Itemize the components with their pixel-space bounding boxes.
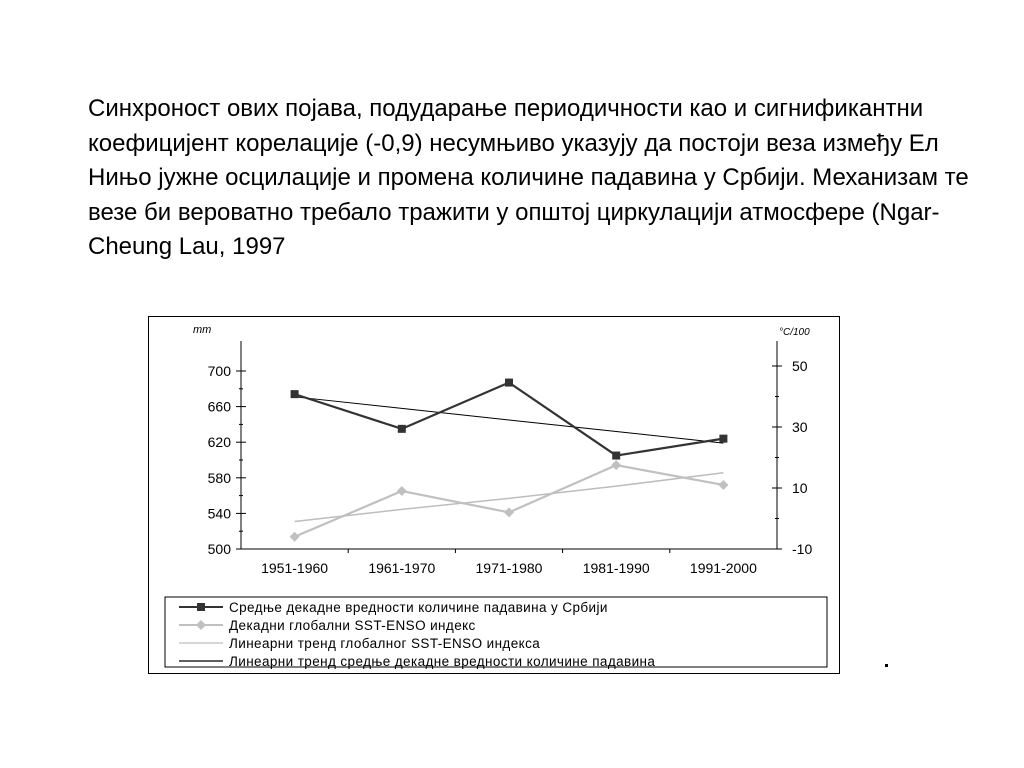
enso-point bbox=[718, 480, 728, 490]
rainfall-point bbox=[505, 379, 513, 387]
chart-container bbox=[148, 316, 840, 674]
x-tick-label: 1981-1990 bbox=[582, 560, 650, 576]
x-tick-label: 1991-2000 bbox=[689, 560, 757, 576]
enso-point bbox=[611, 460, 621, 470]
left-tick-label: 580 bbox=[207, 469, 231, 486]
rainfall-point bbox=[291, 390, 299, 398]
left-axis-unit-label: mm bbox=[193, 324, 212, 336]
enso-point bbox=[504, 507, 514, 517]
legend-label: Средње декадне вредности количине падавина у Србији bbox=[229, 600, 608, 615]
right-tick-label: 50 bbox=[792, 358, 808, 374]
rainfall-enso-chart bbox=[149, 317, 839, 673]
left-tick-label: 540 bbox=[207, 505, 231, 522]
right-axis-unit-label: °C/100 bbox=[779, 327, 810, 338]
right-tick-label: -10 bbox=[792, 541, 813, 557]
x-tick-label: 1971-1980 bbox=[475, 560, 543, 576]
legend-square-marker bbox=[197, 603, 205, 611]
legend-label: Линеарни тренд средње декадне вредности количине падавина bbox=[229, 654, 656, 669]
series-line-0 bbox=[295, 383, 724, 456]
stray-dot bbox=[885, 664, 888, 667]
left-tick-label: 620 bbox=[207, 434, 231, 451]
enso-point bbox=[290, 532, 300, 542]
enso-point bbox=[397, 486, 407, 496]
rainfall-point bbox=[719, 435, 727, 443]
legend-label: Линеарни тренд глобалног SST-ENSO индекса bbox=[229, 636, 541, 651]
left-tick-label: 660 bbox=[207, 398, 231, 415]
body-paragraph: Синхроност ових појава, подударање периодичности као и сигнификантни коефицијент корелације (-0,9) несумњиво указују да постоји веза између Ел Нињо јужне осцилације и промена количине падавина у Србији. Механизам те везе би вероватно требало тражити у општој циркулацији атмосфере (Ngar-Cheung Lau, 1997 bbox=[88, 95, 969, 260]
series-line-3 bbox=[295, 397, 724, 443]
right-tick-label: 30 bbox=[792, 419, 808, 435]
rainfall-point bbox=[398, 425, 406, 433]
left-tick-label: 500 bbox=[207, 541, 231, 557]
x-tick-label: 1961-1970 bbox=[368, 560, 436, 576]
legend-label: Декадни глобални SST-ENSO индекс bbox=[229, 618, 476, 633]
left-tick-label: 700 bbox=[207, 363, 231, 379]
rainfall-point bbox=[612, 452, 620, 460]
series-line-1 bbox=[295, 465, 724, 537]
right-tick-label: 10 bbox=[792, 480, 808, 496]
x-tick-label: 1951-1960 bbox=[261, 560, 329, 576]
